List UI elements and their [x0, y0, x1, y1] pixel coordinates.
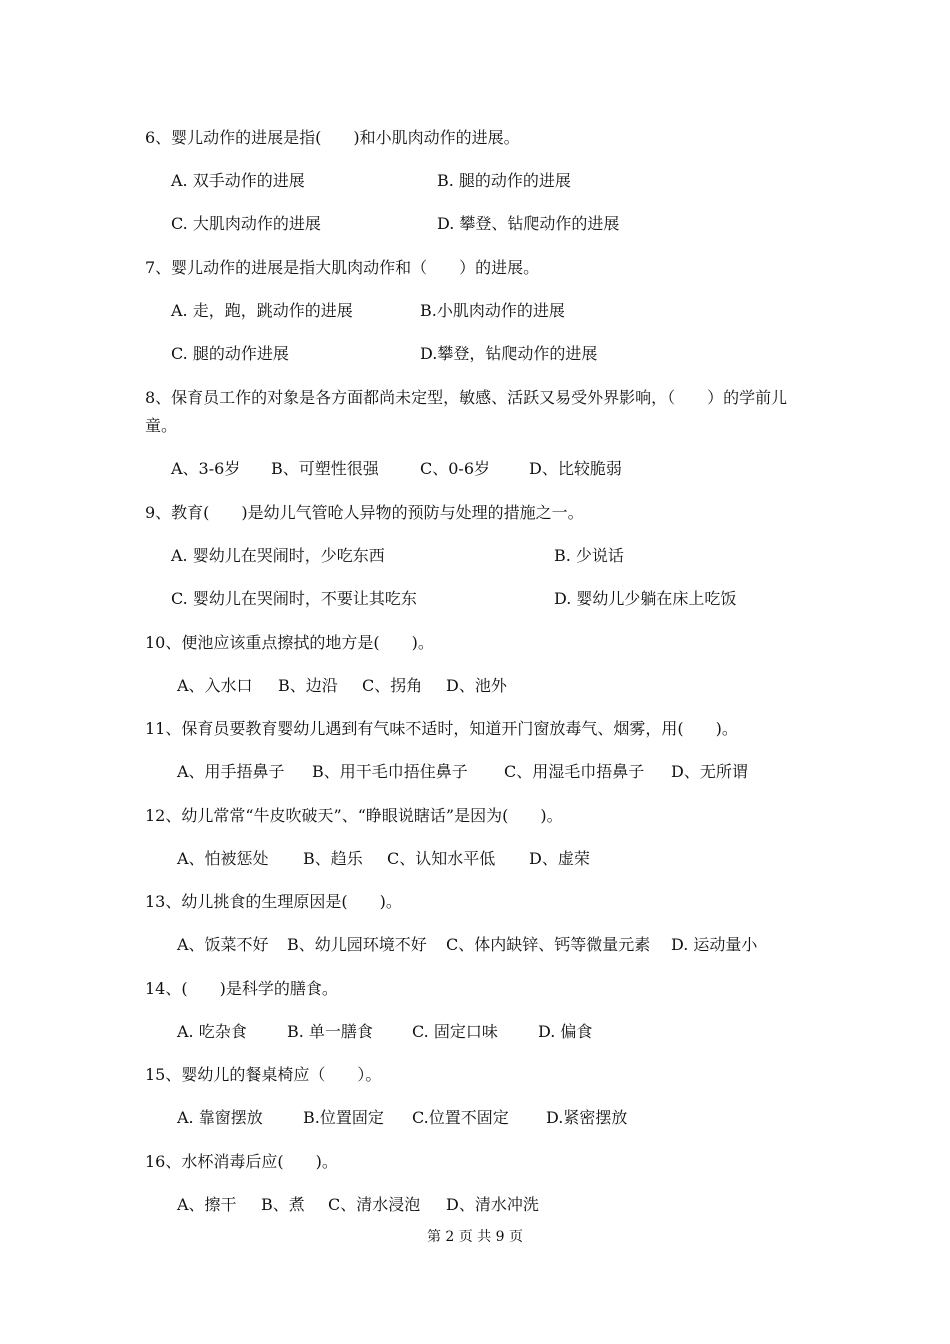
question-13-option-c: C、体内缺锌、钙等微量元素: [446, 935, 651, 954]
question-15-option-b: B.位置固定: [303, 1108, 384, 1127]
question-12-option-b: B、趋乐: [303, 849, 363, 868]
question-13-option-a: A、饭菜不好: [177, 935, 269, 954]
question-8-option-c: C、0-6岁: [420, 459, 491, 478]
question-11-option-b: B、用干毛巾捂住鼻子: [312, 762, 468, 781]
question-16-option-d: D、清水冲洗: [446, 1195, 539, 1214]
question-6-option-b: B. 腿的动作的进展: [437, 171, 571, 190]
question-15-option-d: D.紧密摆放: [546, 1108, 628, 1127]
question-12-option-c: C、认知水平低: [387, 849, 496, 868]
question-9-option-b: B. 少说话: [554, 546, 624, 565]
question-7-option-b: B.小肌肉动作的进展: [420, 301, 565, 320]
question-10-option-d: D、池外: [446, 676, 507, 695]
question-12-stem: 12、幼儿常常“牛皮吹破天”、“睁眼说瞎话”是因为( )。: [145, 806, 563, 825]
question-14-option-a: A. 吃杂食: [177, 1022, 247, 1041]
question-7-option-c: C. 腿的动作进展: [171, 344, 289, 363]
question-11-option-d: D、无所谓: [671, 762, 748, 781]
question-13-option-d: D. 运动量小: [671, 935, 758, 954]
question-7-option-d: D.攀登，钻爬动作的进展: [420, 344, 598, 363]
question-15-option-c: C.位置不固定: [412, 1108, 509, 1127]
question-14-stem: 14、( )是科学的膳食。: [145, 979, 338, 998]
question-8-stem-continued: 童。: [145, 416, 178, 435]
question-7-option-a: A. 走，跑，跳动作的进展: [171, 301, 353, 320]
question-10-stem: 10、便池应该重点擦拭的地方是( )。: [145, 633, 434, 652]
question-11-stem: 11、保育员要教育婴幼儿遇到有气味不适时，知道开门窗放毒气、烟雾，用( )。: [145, 719, 738, 738]
question-16-option-a: A、擦干: [177, 1195, 237, 1214]
question-11-option-c: C、用湿毛巾捂鼻子: [504, 762, 645, 781]
question-9-option-a: A. 婴幼儿在哭闹时，少吃东西: [171, 546, 385, 565]
question-12-option-a: A、怕被惩处: [177, 849, 269, 868]
question-15-option-a: A. 靠窗摆放: [177, 1108, 263, 1127]
question-7-stem: 7、婴儿动作的进展是指大肌肉动作和（ ）的进展。: [145, 258, 540, 277]
question-13-option-b: B、幼儿园环境不好: [287, 935, 427, 954]
question-9-stem: 9、教育( )是幼儿气管呛人异物的预防与处理的措施之一。: [145, 503, 584, 522]
page-number-footer: 第 2 页 共 9 页: [426, 1229, 524, 1245]
question-8-option-a: A、3-6岁: [171, 459, 241, 478]
question-8-stem: 8、保育员工作的对象是各方面都尚未定型，敏感、活跃又易受外界影响，（ ）的学前儿: [145, 388, 788, 407]
question-6-option-c: C. 大肌肉动作的进展: [171, 214, 321, 233]
question-12-option-d: D、虚荣: [529, 849, 590, 868]
question-14-option-b: B. 单一膳食: [287, 1022, 373, 1041]
question-8-option-b: B、可塑性很强: [271, 459, 379, 478]
question-13-stem: 13、幼儿挑食的生理原因是( )。: [145, 892, 402, 911]
question-6-stem: 6、婴儿动作的进展是指( )和小肌肉动作的进展。: [145, 128, 520, 147]
question-16-option-b: B、煮: [261, 1195, 305, 1214]
question-8-option-d: D、比较脆弱: [529, 459, 622, 478]
question-11-option-a: A、用手捂鼻子: [177, 762, 285, 781]
question-6-option-a: A. 双手动作的进展: [171, 171, 305, 190]
question-16-option-c: C、清水浸泡: [328, 1195, 421, 1214]
question-9-option-c: C. 婴幼儿在哭闹时，不要让其吃东: [171, 589, 417, 608]
question-14-option-c: C. 固定口味: [412, 1022, 498, 1041]
question-6-option-d: D. 攀登、钻爬动作的进展: [437, 214, 620, 233]
question-10-option-a: A、入水口: [177, 676, 253, 695]
question-9-option-d: D. 婴幼儿少躺在床上吃饭: [554, 589, 737, 608]
question-15-stem: 15、婴幼儿的餐桌椅应（ ）。: [145, 1065, 382, 1084]
question-16-stem: 16、水杯消毒后应( )。: [145, 1152, 338, 1171]
question-10-option-b: B、边沿: [278, 676, 338, 695]
question-10-option-c: C、拐角: [362, 676, 423, 695]
question-14-option-d: D. 偏食: [538, 1022, 593, 1041]
